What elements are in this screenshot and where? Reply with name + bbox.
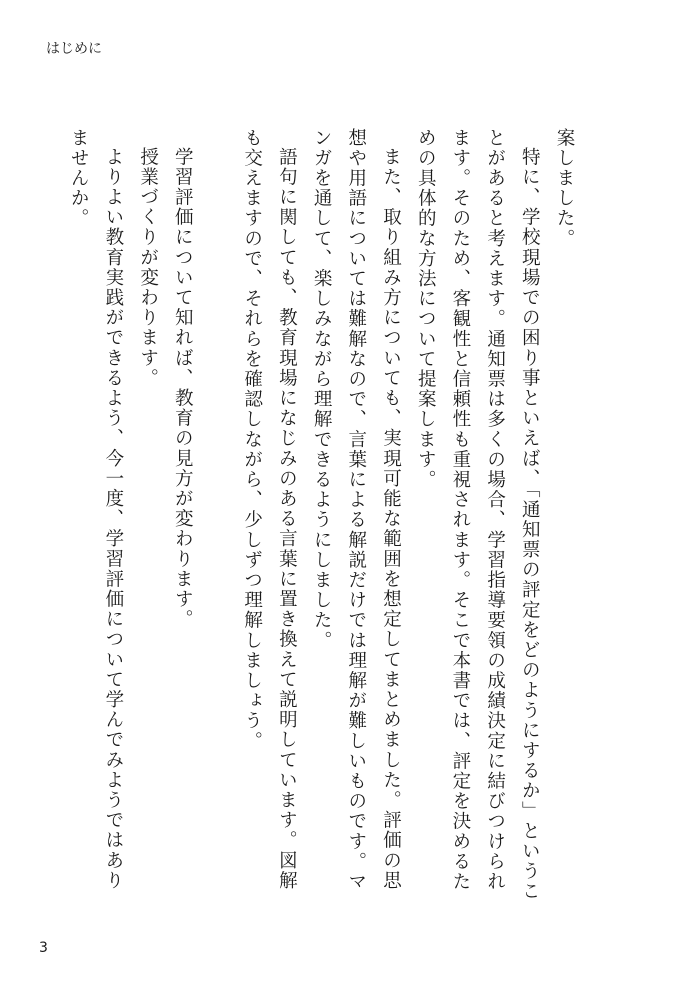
body-text: [60, 128, 581, 908]
paragraph: 特に、学校現場での困り事といえば、「通知票の評定をどのようにするか」ということがあると考えます。通知票は多くの場合、学習指導要領の成績決定に結びつけられます。そのため、客観性と信頼性も重視されます。そこで本書では、評定を決めるための具体的な方法について提案します。: [415, 128, 541, 902]
paragraph-spacer: [199, 128, 234, 908]
paragraph: 授業づくりが変わります。: [137, 146, 159, 388]
paragraph: よりよい教育実践ができるよう、今一度、学習評価について学んでみようではありませんか。: [68, 128, 124, 891]
page-number: 3: [39, 940, 48, 956]
paragraph: 案しました。: [554, 128, 575, 249]
paragraph: 語句に関しても、教育現場になじみのある言葉に置き換えて説明しています。図解も交えますので、それらを確認しながら、少しずつ理解しましょう。: [241, 128, 298, 891]
paragraph: 学習評価について知れば、教育の見方が変わります。: [172, 146, 194, 629]
paragraph: また、取り組み方についても、実現可能な範囲を想定してまとめました。評価の思想や用語については難解なので、言葉による解説だけでは理解が難しいものです。マンガを通して、楽しみながら理解できるようにしました。: [311, 128, 402, 892]
running-header: はじめに: [46, 41, 102, 57]
